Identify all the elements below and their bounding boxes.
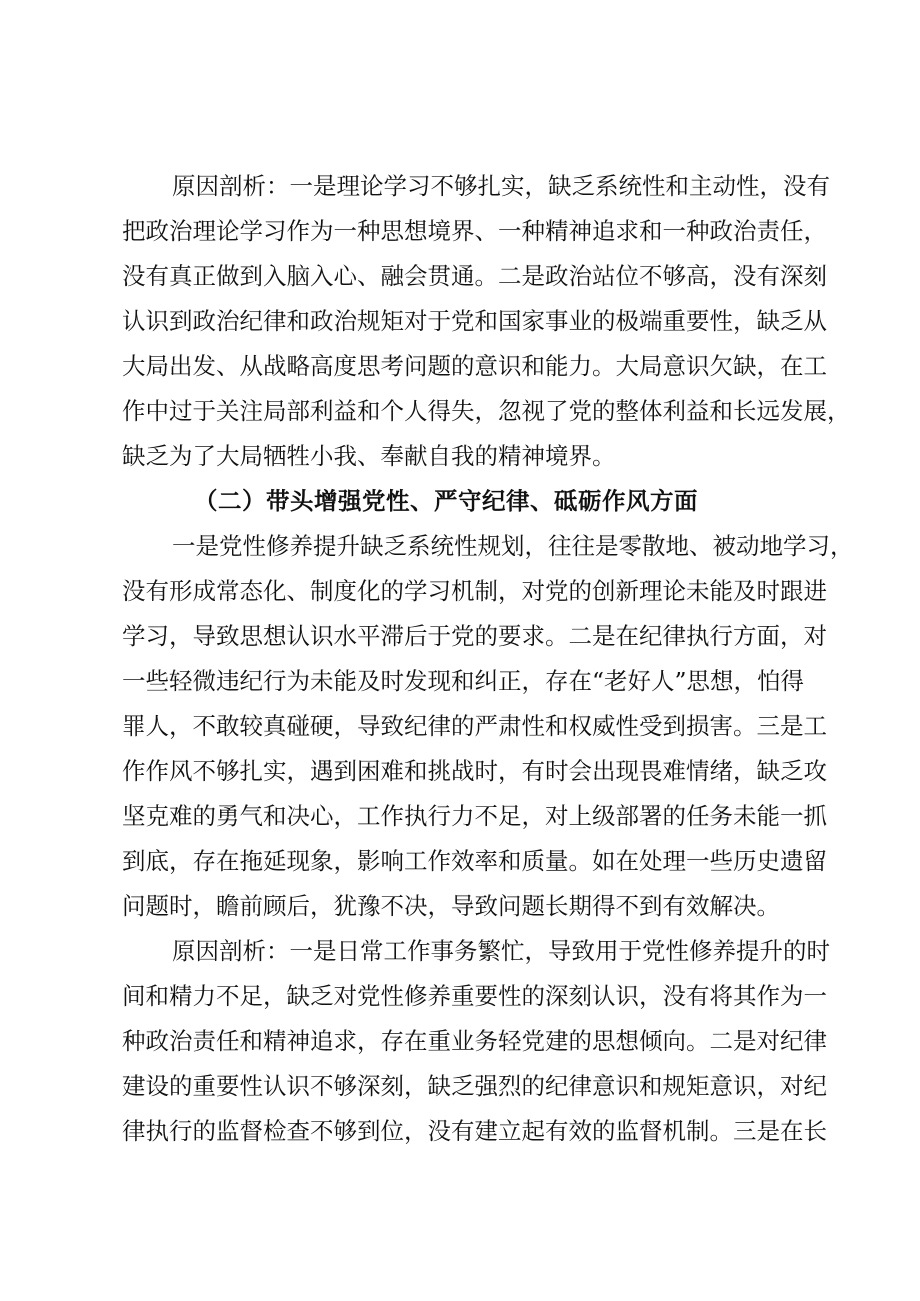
text-line: 作中过于关注局部利益和个人得失，忽视了党的整体利益和长远发展， [122, 397, 851, 425]
text-line: 作作风不够扎实，遇到困难和挑战时，有时会出现畏难情绪，缺乏攻 [122, 757, 827, 785]
text-line: 把政治理论学习作为一种思想境界、一种精神追求和一种政治责任， [122, 217, 827, 245]
text-line: 问题时，瞻前顾后，犹豫不决，导致问题长期得不到有效解决。 [122, 892, 780, 920]
text-line: 种政治责任和精神追求，存在重业务轻党建的思想倾向。二是对纪律 [122, 1027, 827, 1055]
text-line: 缺乏为了大局牺牲小我、奉献自我的精神境界。 [122, 442, 616, 470]
section-heading: （二）带头增强党性、严守纪律、砥砺作风方面 [194, 487, 698, 515]
text-line: 学习，导致思想认识水平滞后于党的要求。二是在纪律执行方面，对 [122, 622, 827, 650]
paragraph-problems [122, 524, 854, 929]
text-line: 没有形成常态化、制度化的学习机制，对党的创新理论未能及时跟进 [122, 577, 827, 605]
document-body [122, 164, 854, 1154]
text-line: 坚克难的勇气和决心，工作执行力不足，对上级部署的任务未能一抓 [122, 802, 827, 830]
text-line: 一些轻微违纪行为未能及时发现和纠正，存在“老好人”思想，怕得 [122, 667, 805, 695]
paragraph-cause-analysis-1 [122, 164, 851, 479]
text-line: 律执行的监督检查不够到位，没有建立起有效的监督机制。三是在长 [122, 1117, 827, 1145]
text-line: 大局出发、从战略高度思考问题的意识和能力。大局意识欠缺，在工 [122, 352, 827, 380]
text-line: 间和精力不足，缺乏对党性修养重要性的深刻认识，没有将其作为一 [122, 982, 827, 1010]
paragraph-cause-analysis-2 [122, 929, 830, 1154]
text-line: 建设的重要性认识不够深刻，缺乏强烈的纪律意识和规矩意识，对纪 [122, 1072, 827, 1100]
text-line: 原因剖析：一是理论学习不够扎实，缺乏系统性和主动性，没有 [172, 172, 830, 200]
text-line: 罪人，不敢较真碰硬，导致纪律的严肃性和权威性受到损害。三是工 [122, 712, 827, 740]
text-line: 到底，存在拖延现象，影响工作效率和质量。如在处理一些历史遗留 [122, 847, 827, 875]
text-line: 没有真正做到入脑入心、融会贯通。二是政治站位不够高，没有深刻 [122, 262, 827, 290]
text-line: 原因剖析：一是日常工作事务繁忙，导致用于党性修养提升的时 [172, 937, 830, 965]
text-line: 认识到政治纪律和政治规矩对于党和国家事业的极端重要性，缺乏从 [122, 307, 827, 335]
text-line: 一是党性修养提升缺乏系统性规划，往往是零散地、被动地学习， [172, 532, 854, 560]
